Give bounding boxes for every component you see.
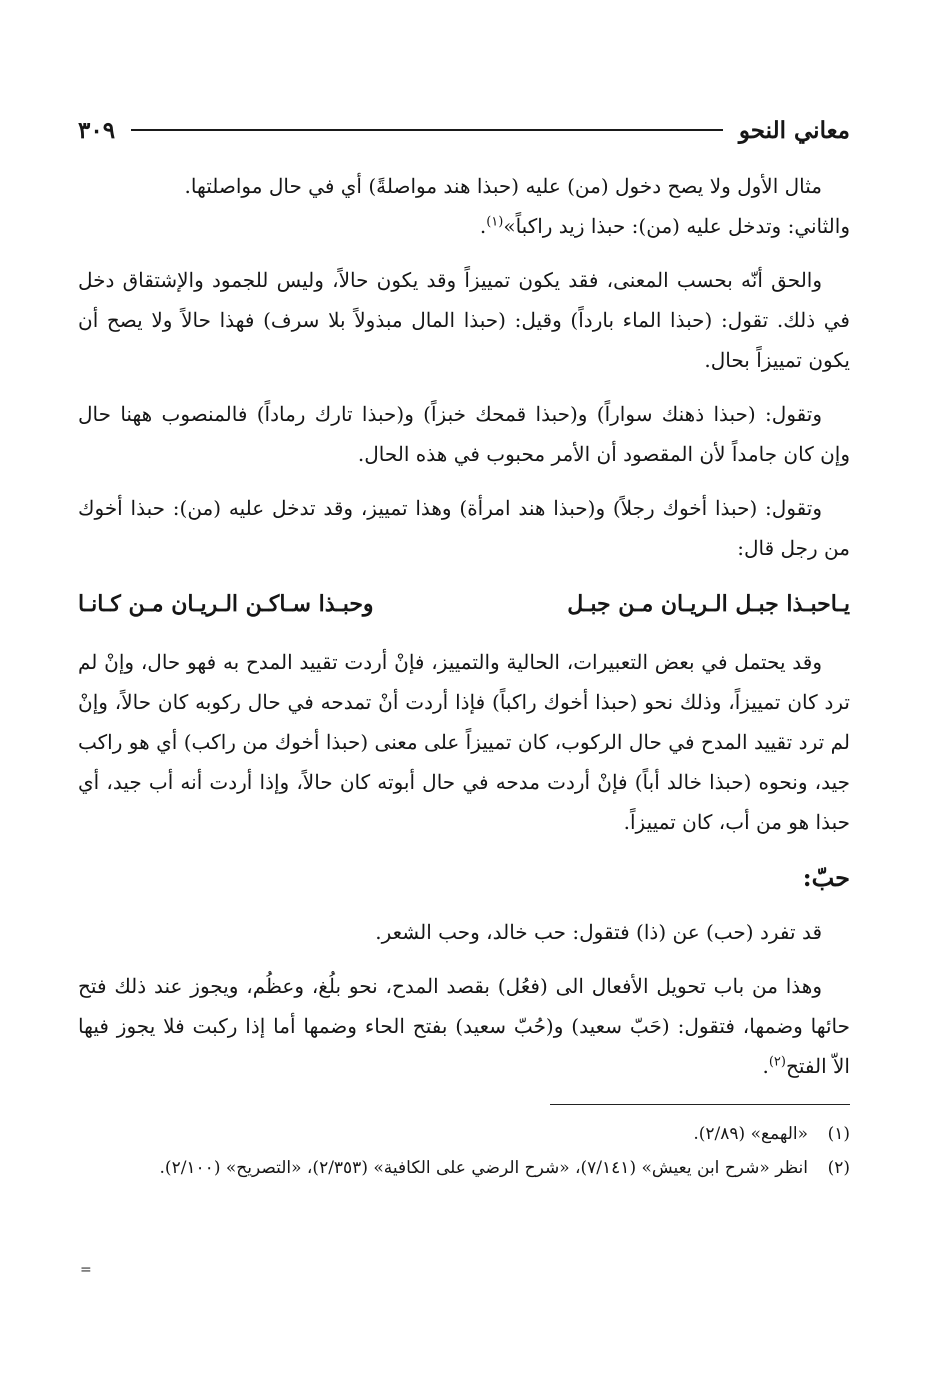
paragraph-7 <box>78 966 850 1086</box>
page-continuation-mark: = <box>80 1262 92 1278</box>
footnote-1-text: «الهمع» (٢/٨٩). <box>693 1124 808 1144</box>
footnote-2 <box>78 1153 850 1183</box>
header-title: معاني النحو <box>738 116 850 144</box>
footnote-ref-2: (٢) <box>768 1054 786 1070</box>
poetry-verse <box>78 582 850 626</box>
paragraph-1-end: . <box>479 214 487 238</box>
body-text <box>78 166 850 1183</box>
document-page <box>78 108 850 1348</box>
paragraph-7-text: وهذا من باب تحويل الأفعال الى (فعُل) بقصد المدح، نحو بلُغ، وعظُم، ويجوز عند ذلك فتح حائها وضمها، فتقول: (حَبّ سعيد) و(حُبّ سعيد) بفتح الحاء وضمها أما إذا ركبت فلا يجوز فيها الاّ الفتح <box>78 974 850 1078</box>
paragraph-5: وقد يحتمل في بعض التعبيرات، الحالية والتمييز، فإنْ أردت تقييد المدح به فهو حال، وإنْ لم ترد كان تمييزاً، وذلك نحو (حبذا أخوك راكباً) فإذا أردت أنْ تمدحه في حال ركوبه كان حالاً، وإنْ لم ترد تقييد المدح في حال الركوب، كان تمييزاً على معنى (حبذا أخوك من راكب) أي هو راكب جيد، ونحوه (حبذا خالد أباً) فإنْ أردت مدحه في حال أبوته كان حالاً، وإذا أردت أنه أب جيد، أي حبذا هو من أب، كان تمييزاً. <box>78 650 850 834</box>
paragraph-1 <box>78 166 850 246</box>
paragraph-4: وتقول: (حبذا أخوك رجلاً) و(حبذا هند امرأة) وهذا تمييز، وقد تدخل عليه (من): حبذا أخوك من رجل قال: <box>78 496 850 560</box>
paragraph-1-line-2: والثاني: وتدخل عليه (من): حبذا زيد راكباً» <box>503 214 850 238</box>
paragraph-3: وتقول: (حبذا ذهنك سواراً) و(حبذا قمحك خبزاً) و(حبذا تارك رماداً) فالمنصوب ههنا حال وإن كان جامداً لأن المقصود أن الأمر محبوب في هذه الحال. <box>78 402 850 466</box>
footnote-ref-1: (١) <box>486 214 504 230</box>
verse-first-hemistich: يـاحبـذا جبـل الـريـان مـن جبـل <box>567 591 850 617</box>
footnote-2-text: انظر «شرح ابن يعيش» (٧/١٤١)، «شرح الرضي على الكافية» (٢/٣٥٣)، «التصريح» (٢/١٠٠). <box>159 1158 808 1178</box>
verse-second-hemistich: وحبـذا سـاكـن الـريـان مـن كـانـا <box>78 591 374 617</box>
header-rule <box>131 129 723 131</box>
footnote-1-number: (١) <box>827 1124 850 1144</box>
running-header <box>78 108 850 152</box>
section-heading: حبّ: <box>802 863 850 892</box>
footnote-1 <box>78 1119 850 1149</box>
footnote-2-number: (٢) <box>827 1158 850 1178</box>
paragraph-2: والحق أنّه بحسب المعنى، فقد يكون تمييزاً وقد يكون حالاً، وليس للجمود والإشتقاق دخل في ذلك. تقول: (حبذا الماء بارداً) وقيل: (حبذا المال مبذولاً بلا سرف) فهذا حالاً ولا يصح أن يكون تمييزاً بحال. <box>78 268 850 372</box>
paragraph-7-end: . <box>762 1054 769 1078</box>
footnote-separator <box>550 1104 850 1105</box>
paragraph-1-line-1: مثال الأول ولا يصح دخول (من) عليه (حبذا هند مواصلةً) أي في حال مواصلتها. <box>184 174 822 198</box>
page-number: ٣٠٩ <box>78 116 116 144</box>
paragraph-6: قد تفرد (حب) عن (ذا) فتقول: حب خالد، وحب الشعر. <box>375 920 822 944</box>
